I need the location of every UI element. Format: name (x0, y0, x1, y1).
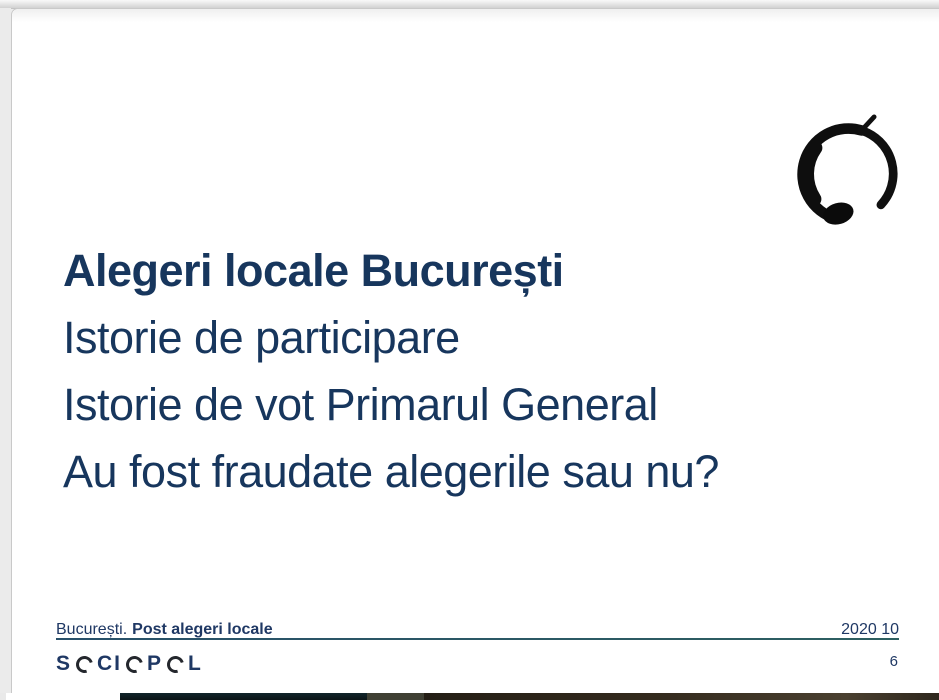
brand-letters-ci: CI (97, 652, 123, 675)
brand-letter-s: S (56, 652, 73, 675)
slide-title-line-4: Au fost fraudate alegerile sau nu? (63, 446, 719, 497)
page-number: 6 (889, 653, 898, 670)
brand-o-icon (73, 653, 96, 676)
brand-o-icon (123, 653, 146, 676)
enso-logo-icon (790, 109, 906, 235)
bottom-strip-brown-segment (424, 693, 939, 700)
background-bottom-strip (0, 693, 939, 700)
bottom-strip-olive-segment (367, 693, 424, 700)
sociopol-logo (56, 651, 203, 677)
slide-title-line-2: Istorie de participare (63, 312, 460, 363)
slide-title-line-1: Alegeri locale București (63, 245, 564, 296)
brand-letter-l: L (188, 652, 203, 675)
slide-page (11, 8, 939, 693)
footer-row (56, 615, 899, 639)
slide-title-line-3: Istorie de vot Primarul General (63, 379, 658, 430)
footer-subtitle-text: Post alegeri locale (132, 621, 273, 638)
bottom-strip-white-segment (6, 693, 120, 700)
bottom-strip-navy-segment (120, 693, 367, 700)
footer-location-text: București. (56, 621, 128, 638)
footer-caption (56, 621, 273, 639)
footer-date: 2020 10 (841, 621, 899, 638)
viewer-left-gutter (0, 8, 11, 693)
footer-divider-line (56, 638, 899, 640)
brand-o-icon (164, 653, 187, 676)
brand-letter-p: P (147, 652, 164, 675)
slide-title-block (63, 237, 883, 505)
